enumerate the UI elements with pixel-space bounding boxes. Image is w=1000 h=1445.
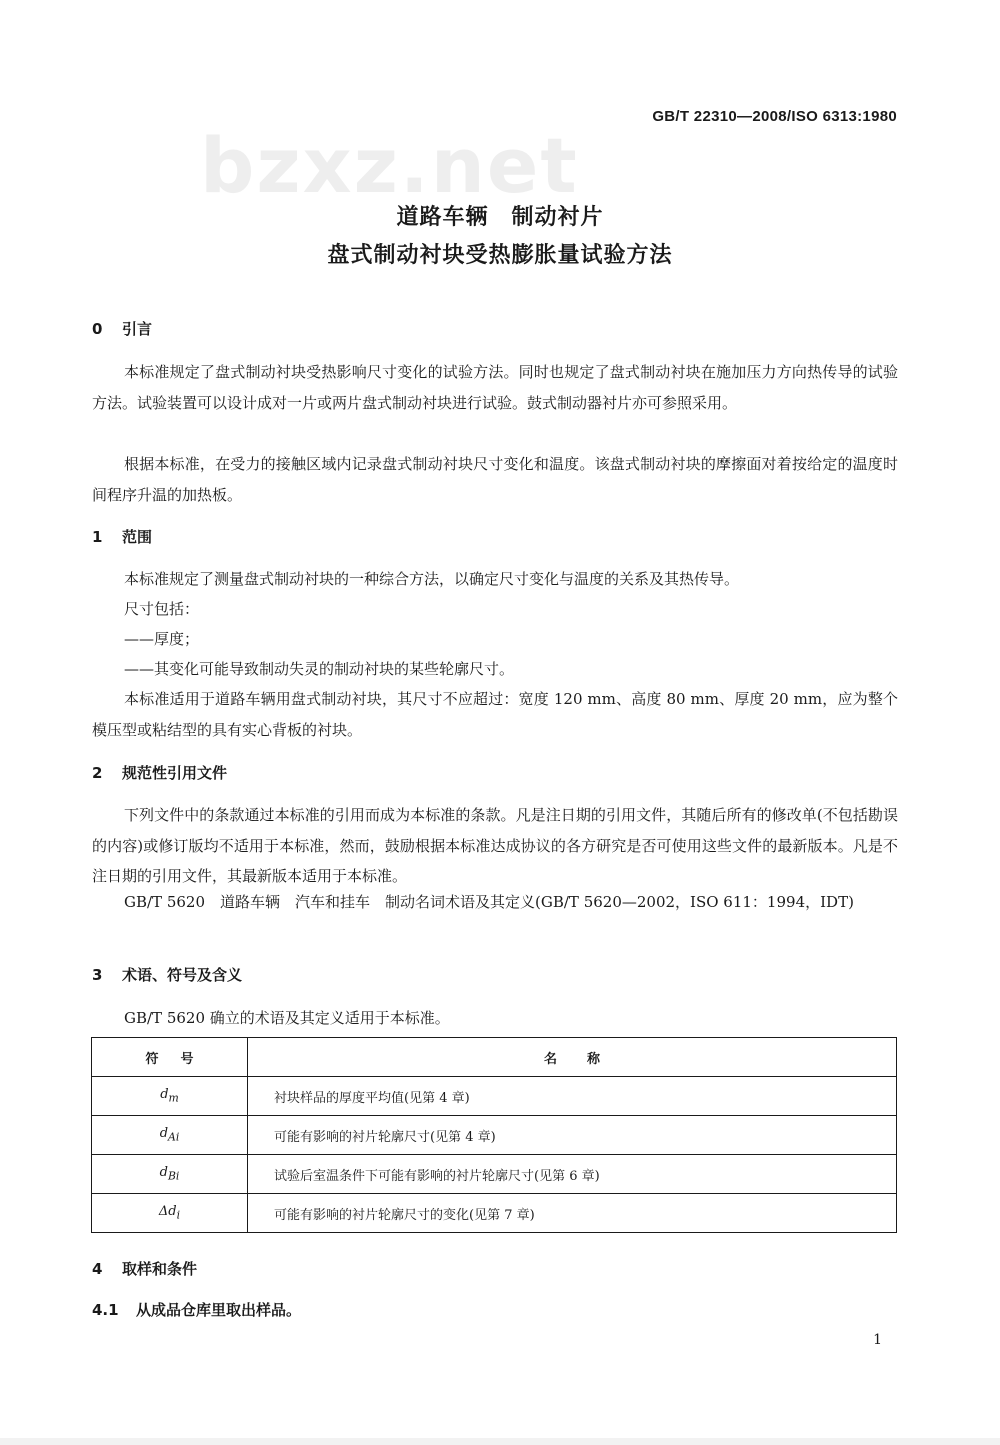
section-title: 范围 bbox=[122, 528, 153, 546]
document-title-line1: 道路车辆 制动衬片 bbox=[396, 205, 604, 230]
table-header-name: 名称 bbox=[248, 1038, 897, 1077]
table-row bbox=[92, 1077, 897, 1116]
table-cell-name: 可能有影响的衬片轮廓尺寸的变化(见第 7 章) bbox=[248, 1194, 897, 1233]
standard-code: GB/T 22310—2008/ISO 6313:1980 bbox=[652, 108, 897, 125]
subsection-text: 从成品仓库里取出样品。 bbox=[136, 1301, 302, 1319]
section-2-paragraph-1: 下列文件中的条款通过本标准的引用而成为本标准的条款。凡是注日期的引用文件，其随后所有的修改单(不包括勘误的内容)或修订版均不适用于本标准，然而，鼓励根据本标准达成协议的各方研究是否可使用这些文件的最新版本。凡是不注日期的引用文件，其最新版本适用于本标准。 bbox=[92, 806, 898, 885]
watermark: bzxz.net bbox=[200, 121, 579, 210]
section-title: 引言 bbox=[122, 320, 153, 338]
section-title: 术语、符号及含义 bbox=[122, 966, 243, 984]
table-header-row bbox=[92, 1038, 897, 1077]
section-title: 取样和条件 bbox=[122, 1260, 198, 1278]
section-2-reference: GB/T 5620 道路车辆 汽车和挂车 制动名词术语及其定义(GB/T 5620—2002，ISO 611：1994，IDT) bbox=[124, 893, 854, 911]
table-header-symbol: 符号 bbox=[92, 1038, 248, 1077]
section-number: 3 bbox=[92, 966, 103, 984]
section-1-paragraph-3: 本标准适用于道路车辆用盘式制动衬块，其尺寸不应超过：宽度 120 mm、高度 80 mm、厚度 20 mm，应为整个模压型或粘结型的具有实心背板的衬块。 bbox=[92, 690, 898, 739]
section-0-paragraph-2: 根据本标准，在受力的接触区域内记录盘式制动衬块尺寸变化和温度。该盘式制动衬块的摩擦面对着按给定的温度时间程序升温的加热板。 bbox=[92, 455, 898, 504]
section-1-heading bbox=[92, 526, 152, 547]
table-row bbox=[92, 1116, 897, 1155]
table-row bbox=[92, 1194, 897, 1233]
section-title: 规范性引用文件 bbox=[122, 764, 228, 782]
section-1-paragraph-1: 本标准规定了测量盘式制动衬块的一种综合方法，以确定尺寸变化与温度的关系及其热传导。 bbox=[124, 570, 740, 588]
section-number: 0 bbox=[92, 320, 103, 338]
section-number: 2 bbox=[92, 764, 103, 782]
symbol-base: d bbox=[159, 1165, 168, 1181]
table-cell-symbol bbox=[92, 1077, 248, 1116]
table-cell-name: 试验后室温条件下可能有影响的衬片轮廓尺寸(见第 6 章) bbox=[248, 1155, 897, 1194]
section-1-list-item: ——厚度； bbox=[124, 630, 200, 648]
table-cell-symbol bbox=[92, 1155, 248, 1194]
page-number: 1 bbox=[873, 1332, 882, 1348]
table-cell-symbol bbox=[92, 1116, 248, 1155]
table-cell-symbol bbox=[92, 1194, 248, 1233]
section-0-heading bbox=[92, 318, 152, 339]
section-3-paragraph-1: GB/T 5620 确立的术语及其定义适用于本标准。 bbox=[124, 1009, 450, 1027]
table-cell-name: 衬块样品的厚度平均值(见第 4 章) bbox=[248, 1077, 897, 1116]
symbol-subscript: i bbox=[176, 1208, 181, 1222]
symbol-base: Δd bbox=[158, 1204, 177, 1220]
section-3-heading bbox=[92, 964, 242, 985]
section-2-heading bbox=[92, 762, 227, 783]
symbol-subscript: Bi bbox=[167, 1169, 180, 1183]
page-bottom-edge bbox=[0, 1438, 1000, 1445]
section-number: 4 bbox=[92, 1260, 103, 1278]
symbol-base: d bbox=[160, 1087, 169, 1103]
symbol-subscript: m bbox=[168, 1091, 179, 1105]
section-1-size-intro: 尺寸包括： bbox=[124, 600, 200, 618]
symbol-base: d bbox=[159, 1126, 169, 1142]
subsection-4-1 bbox=[92, 1299, 301, 1320]
terms-table bbox=[91, 1037, 897, 1233]
symbol-subscript: Ai bbox=[168, 1130, 180, 1144]
section-4-heading bbox=[92, 1258, 197, 1279]
table-cell-name: 可能有影响的衬片轮廓尺寸(见第 4 章) bbox=[248, 1116, 897, 1155]
table-row bbox=[92, 1155, 897, 1194]
section-1-list-item: ——其变化可能导致制动失灵的制动衬块的某些轮廓尺寸。 bbox=[124, 660, 515, 678]
subsection-number: 4.1 bbox=[92, 1301, 119, 1319]
document-title-line2: 盘式制动衬块受热膨胀量试验方法 bbox=[327, 243, 673, 268]
section-0-paragraph-1: 本标准规定了盘式制动衬块受热影响尺寸变化的试验方法。同时也规定了盘式制动衬块在施加压力方向热传导的试验方法。试验装置可以设计成对一片或两片盘式制动衬块进行试验。鼓式制动器衬片亦可参照采用。 bbox=[92, 363, 898, 412]
section-number: 1 bbox=[92, 528, 103, 546]
